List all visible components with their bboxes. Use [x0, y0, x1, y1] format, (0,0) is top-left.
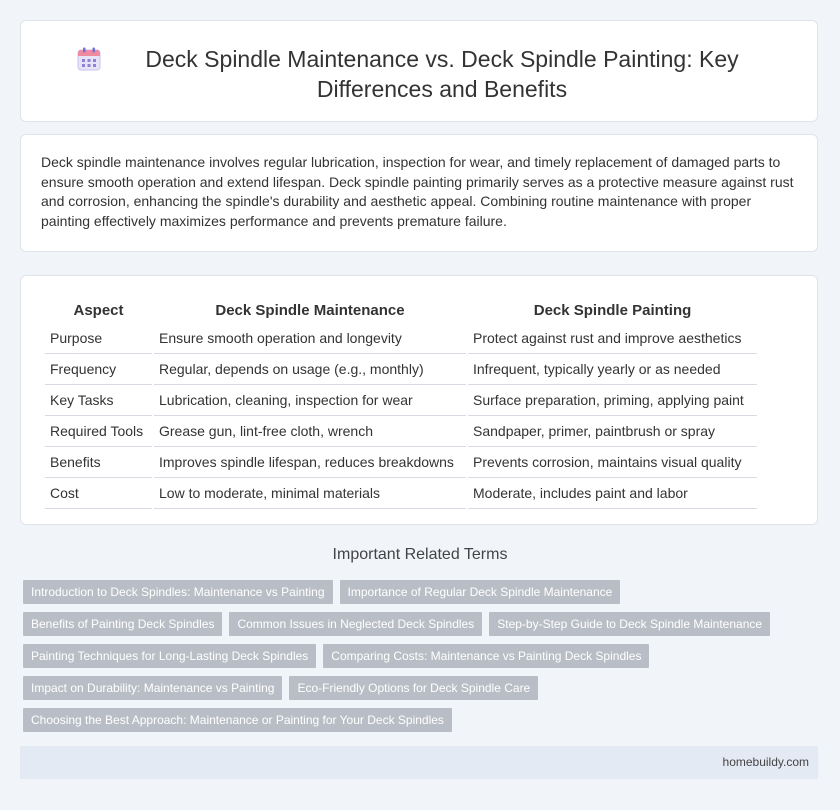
related-term-tag[interactable]: Benefits of Painting Deck Spindles — [23, 612, 222, 636]
related-term-tag[interactable]: Choosing the Best Approach: Maintenance or Painting for Your Deck Spindles — [23, 708, 452, 732]
related-term-tag[interactable]: Comparing Costs: Maintenance vs Painting Deck Spindles — [323, 644, 649, 668]
table-cell: Regular, depends on usage (e.g., monthly) — [154, 354, 466, 385]
comparison-card — [20, 275, 818, 525]
column-header-painting: Deck Spindle Painting — [533, 301, 692, 319]
table-row — [45, 354, 757, 385]
table-row — [45, 323, 757, 354]
related-term-tag[interactable]: Step-by-Step Guide to Deck Spindle Maintenance — [489, 612, 770, 636]
page-title: Deck Spindle Maintenance vs. Deck Spindle Painting: Key Differences and Benefits — [145, 46, 739, 102]
related-term-tag[interactable]: Impact on Durability: Maintenance vs Painting — [23, 676, 282, 700]
table-cell: Prevents corrosion, maintains visual quality — [468, 447, 757, 478]
tag-row — [23, 676, 803, 700]
table-cell: Low to moderate, minimal materials — [154, 478, 466, 509]
table-row — [45, 416, 757, 447]
table-cell: Sandpaper, primer, paintbrush or spray — [468, 416, 757, 447]
table-cell: Grease gun, lint-free cloth, wrench — [154, 416, 466, 447]
tag-row — [23, 708, 803, 732]
related-term-tag[interactable]: Common Issues in Neglected Deck Spindles — [229, 612, 482, 636]
related-terms-list — [23, 580, 803, 740]
title-row — [21, 21, 817, 104]
calendar-icon — [76, 46, 102, 72]
table-row — [45, 385, 757, 416]
related-term-tag[interactable]: Importance of Regular Deck Spindle Maintenance — [340, 580, 621, 604]
table-cell: Purpose — [45, 323, 152, 354]
footer-site-name[interactable]: homebuildy.com — [722, 755, 809, 769]
related-term-tag[interactable]: Introduction to Deck Spindles: Maintenance vs Painting — [23, 580, 333, 604]
column-header-aspect: Aspect — [73, 301, 124, 319]
related-term-tag[interactable]: Painting Techniques for Long-Lasting Deck Spindles — [23, 644, 316, 668]
table-cell: Protect against rust and improve aesthetics — [468, 323, 757, 354]
intro-paragraph: Deck spindle maintenance involves regular lubrication, inspection for wear, and timely replacement of damaged parts to ensure smooth operation and extend lifespan. Deck spindle painting primarily serves as a protective measure against rust and corrosion, enhancing the spindle's durability and aesthetic appeal. Combining routine maintenance with proper painting effectively maximizes performance and prevents premature failure. — [41, 154, 794, 229]
table-cell: Required Tools — [45, 416, 152, 447]
table-cell: Ensure smooth operation and longevity — [154, 323, 466, 354]
table-cell: Improves spindle lifespan, reduces breakdowns — [154, 447, 466, 478]
table-row — [45, 478, 757, 509]
table-cell: Lubrication, cleaning, inspection for wear — [154, 385, 466, 416]
table-cell: Frequency — [45, 354, 152, 385]
related-term-tag[interactable]: Eco-Friendly Options for Deck Spindle Care — [289, 676, 538, 700]
tag-row — [23, 644, 803, 668]
related-terms-heading: Important Related Terms — [332, 546, 508, 563]
table-cell: Infrequent, typically yearly or as needed — [468, 354, 757, 385]
table-header-row — [45, 294, 757, 323]
column-header-maintenance: Deck Spindle Maintenance — [215, 301, 405, 319]
tag-row — [23, 580, 803, 604]
tag-row — [23, 612, 803, 636]
intro-card — [20, 134, 818, 252]
table-cell: Surface preparation, priming, applying paint — [468, 385, 757, 416]
table-cell: Benefits — [45, 447, 152, 478]
table-cell: Cost — [45, 478, 152, 509]
footer — [20, 746, 818, 779]
table-row — [45, 447, 757, 478]
header-card — [20, 20, 818, 122]
table-cell: Key Tasks — [45, 385, 152, 416]
comparison-table — [43, 294, 759, 509]
table-cell: Moderate, includes paint and labor — [468, 478, 757, 509]
